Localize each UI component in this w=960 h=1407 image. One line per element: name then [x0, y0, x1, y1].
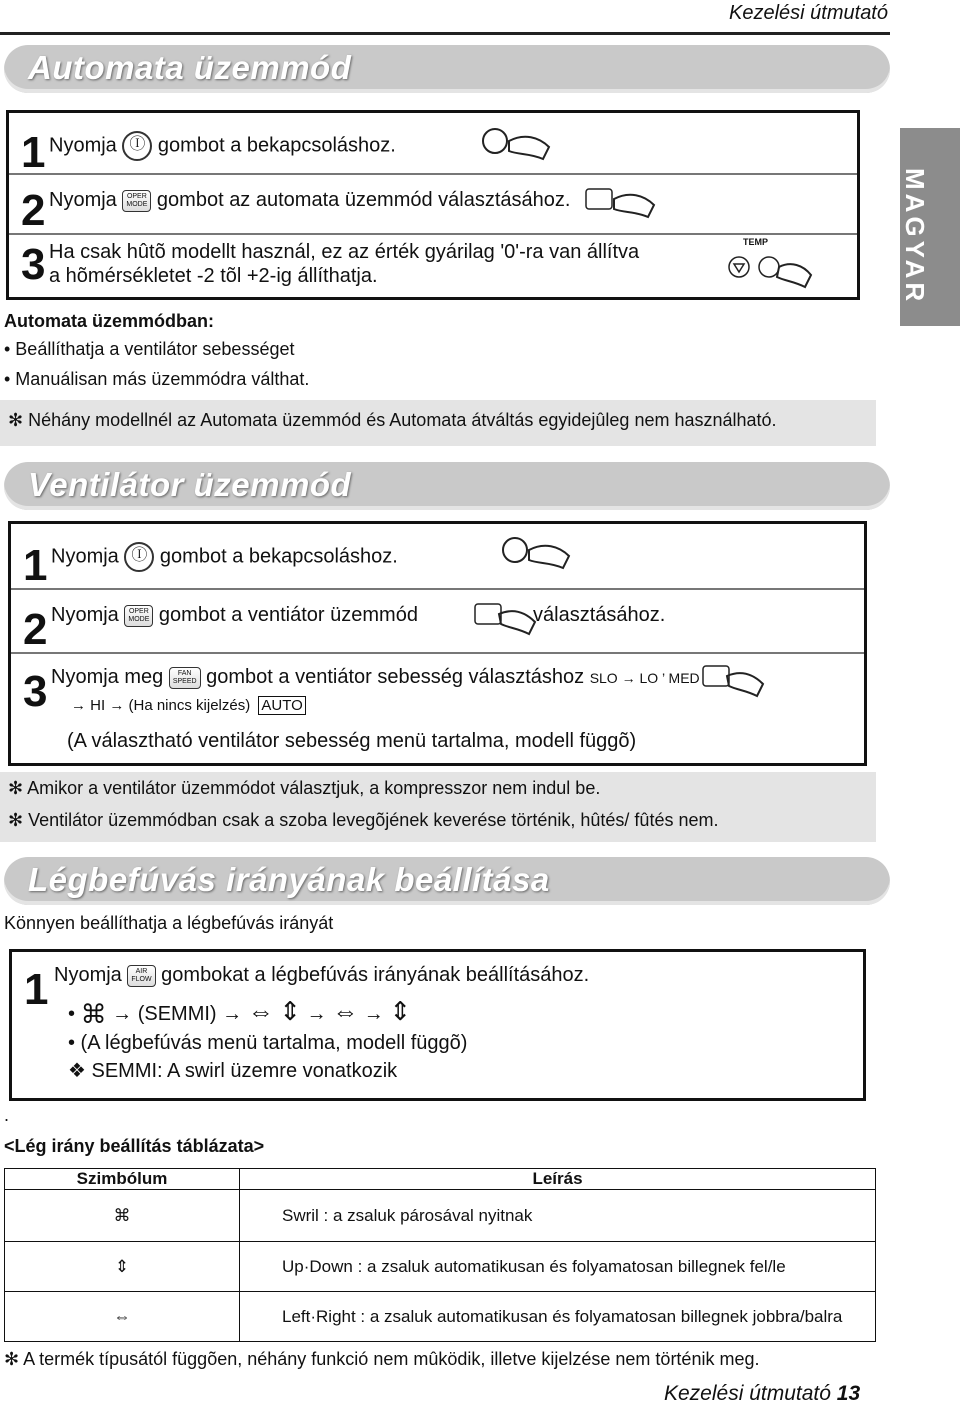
hand-press-icon	[701, 662, 771, 702]
section-header-auto	[4, 45, 890, 93]
stray-dot: .	[4, 1105, 10, 1125]
section-title-auto: Automata üzemmód	[28, 49, 352, 86]
air-direction-table	[4, 1168, 876, 1342]
side-language-tab	[900, 128, 960, 326]
step-pre: Nyomja	[49, 134, 117, 157]
step-post: gombot az automata üzemmód választásához.	[156, 189, 571, 211]
speed-line3: (A választható ventilátor sebesség menü tartalma, modell függõ)	[67, 730, 637, 752]
step-post: gombot a ventiátor sebesség választáshoz	[206, 666, 585, 688]
step-number: 2	[21, 186, 46, 235]
section-header-air	[4, 857, 890, 905]
section-header-fan	[4, 462, 890, 510]
fan-notes-box	[0, 772, 876, 842]
step-post: gombokat a légbefúvás irányának beállításához.	[161, 964, 590, 986]
power-button-icon: Ⓘ	[122, 131, 152, 161]
step-pre: Nyomja meg	[51, 666, 164, 688]
auto-info-heading: Automata üzemmódban:	[4, 311, 215, 331]
header-title: Kezelési útmutató	[729, 2, 888, 24]
table-header-symbol: Szimbólum	[5, 1169, 240, 1190]
air-menu-line: • (A légbefúvás menü tartalma, modell függõ)	[68, 1032, 468, 1054]
table-desc: Swril : a zsaluk párosával nyitnak	[240, 1190, 876, 1242]
table-desc: Up·Down : a zsaluk automatikusan és folyamatosan billegnek fel/le	[240, 1242, 876, 1292]
left-right-icon: ⇔	[247, 996, 274, 1026]
temp-label: TEMP	[743, 237, 769, 247]
auto-info-bullet: • Manuálisan más üzemmódra válthat.	[4, 369, 310, 389]
auto-info-bullet: • Beállíthatja a ventilátor sebességet	[4, 339, 295, 359]
step-number: 1	[24, 965, 49, 1014]
oper-mode-button-icon: OPER MODE	[124, 605, 153, 627]
step-post: gombot a bekapcsoláshoz.	[157, 134, 396, 157]
step-pre: Nyomja	[49, 189, 117, 211]
step-pre: Nyomja	[51, 545, 119, 568]
speed-line2: → HI → (Ha nincs kijelzés)	[71, 697, 251, 714]
auto-steps-box	[6, 110, 860, 300]
step-post: gombot a bekapcsoláshoz.	[159, 545, 398, 568]
air-flow-button-icon: AIR FLOW	[127, 965, 155, 987]
footer-label: Kezelési útmutató	[664, 1382, 831, 1405]
swirl-icon: ⌘	[80, 999, 107, 1030]
hand-press-icon	[499, 532, 579, 574]
table-title: <Lég irány beállítás táblázata>	[4, 1136, 265, 1156]
fan-step-2	[11, 588, 864, 654]
temp-buttons-hand-icon	[725, 247, 815, 293]
fan-note: ✻ Amikor a ventilátor üzemmódot választjuk, a kompresszor nem indul be.	[8, 778, 601, 798]
hand-press-icon	[479, 123, 559, 165]
step-text-line2: a hõmérsékletet -2 tõl +2-ig állíthatja.	[49, 265, 378, 287]
speed-sequence: SLO → LO ’ MED	[589, 670, 700, 686]
swirl-icon: ⌘	[5, 1190, 240, 1242]
step-tail: választásához.	[533, 604, 666, 626]
auto-step-2	[9, 173, 857, 235]
section-title-air: Légbefúvás irányának beállítása	[28, 861, 550, 898]
arrow-icon: →	[306, 1003, 327, 1025]
air-intro: Könnyen beállíthatja a légbefúvás irányát	[4, 913, 334, 933]
hand-press-icon	[584, 183, 664, 225]
auto-note-box	[0, 400, 876, 446]
up-down-icon: ⇕	[5, 1242, 240, 1292]
page-number: 13	[836, 1382, 861, 1405]
auto-badge: AUTO	[258, 696, 305, 715]
step-post: gombot a ventiátor üzemmód	[158, 604, 418, 626]
step-number: 1	[23, 541, 48, 590]
air-steps-box	[9, 949, 866, 1101]
table-desc: Left·Right : a zsaluk automatikusan és folyamatosan billegnek jobbra/balra	[240, 1292, 876, 1342]
left-right-icon: ⇔	[5, 1292, 240, 1342]
air-semmi-line: ❖ SEMMI: A swirl üzemre vonatkozik	[68, 1060, 398, 1082]
fan-note: ✻ Ventilátor üzemmódban csak a szoba levegõjének keverése történik, hûtés/ fûtés nem.	[8, 810, 719, 830]
table-row	[5, 1292, 876, 1342]
step-pre: Nyomja	[54, 964, 122, 986]
side-tab-label: MAGYAR	[900, 168, 930, 306]
step-number: 3	[23, 667, 48, 716]
bullet-dot: •	[68, 1003, 76, 1025]
table-header-description: Leírás	[240, 1169, 876, 1190]
auto-note: ✻ Néhány modellnél az Automata üzemmód és Automata átváltás egyidejûleg nem használható.	[8, 410, 777, 430]
table-row	[5, 1190, 876, 1242]
step-number: 3	[21, 240, 46, 289]
footer	[664, 1382, 860, 1406]
section-title-fan: Ventilátor üzemmód	[28, 466, 352, 503]
step-text-line1: Ha csak hûtõ modellt használ, ez az érték gyárilag '0'-ra van állítva	[49, 241, 640, 263]
footnote: ✻ A termék típusától függõen, néhány funkció nem mûködik, illetve kijelzése nem történik meg.	[4, 1349, 760, 1369]
fan-speed-button-icon: FAN SPEED	[169, 667, 201, 689]
oper-mode-button-icon: OPER MODE	[122, 190, 151, 212]
header-rule	[0, 32, 890, 35]
step-number: 1	[21, 128, 46, 177]
auto-step-1	[9, 113, 857, 175]
up-down-icon: ⇕	[279, 996, 302, 1026]
table-row	[5, 1242, 876, 1292]
auto-step-3	[9, 233, 857, 295]
arrow-icon: →	[363, 1003, 384, 1025]
arrow-icon: →	[222, 1003, 243, 1025]
sequence-none: (SEMMI)	[137, 1003, 217, 1025]
step-number: 2	[23, 605, 48, 654]
left-right-icon: ⇔	[332, 996, 359, 1026]
step-pre: Nyomja	[51, 604, 119, 626]
air-sequence-row	[68, 996, 411, 1030]
up-down-icon: ⇕	[389, 996, 412, 1026]
fan-steps-box	[8, 521, 867, 766]
fan-step-1	[11, 524, 864, 590]
fan-step-3	[11, 652, 864, 761]
arrow-icon: →	[112, 1003, 133, 1025]
power-button-icon: Ⓘ	[124, 542, 154, 572]
